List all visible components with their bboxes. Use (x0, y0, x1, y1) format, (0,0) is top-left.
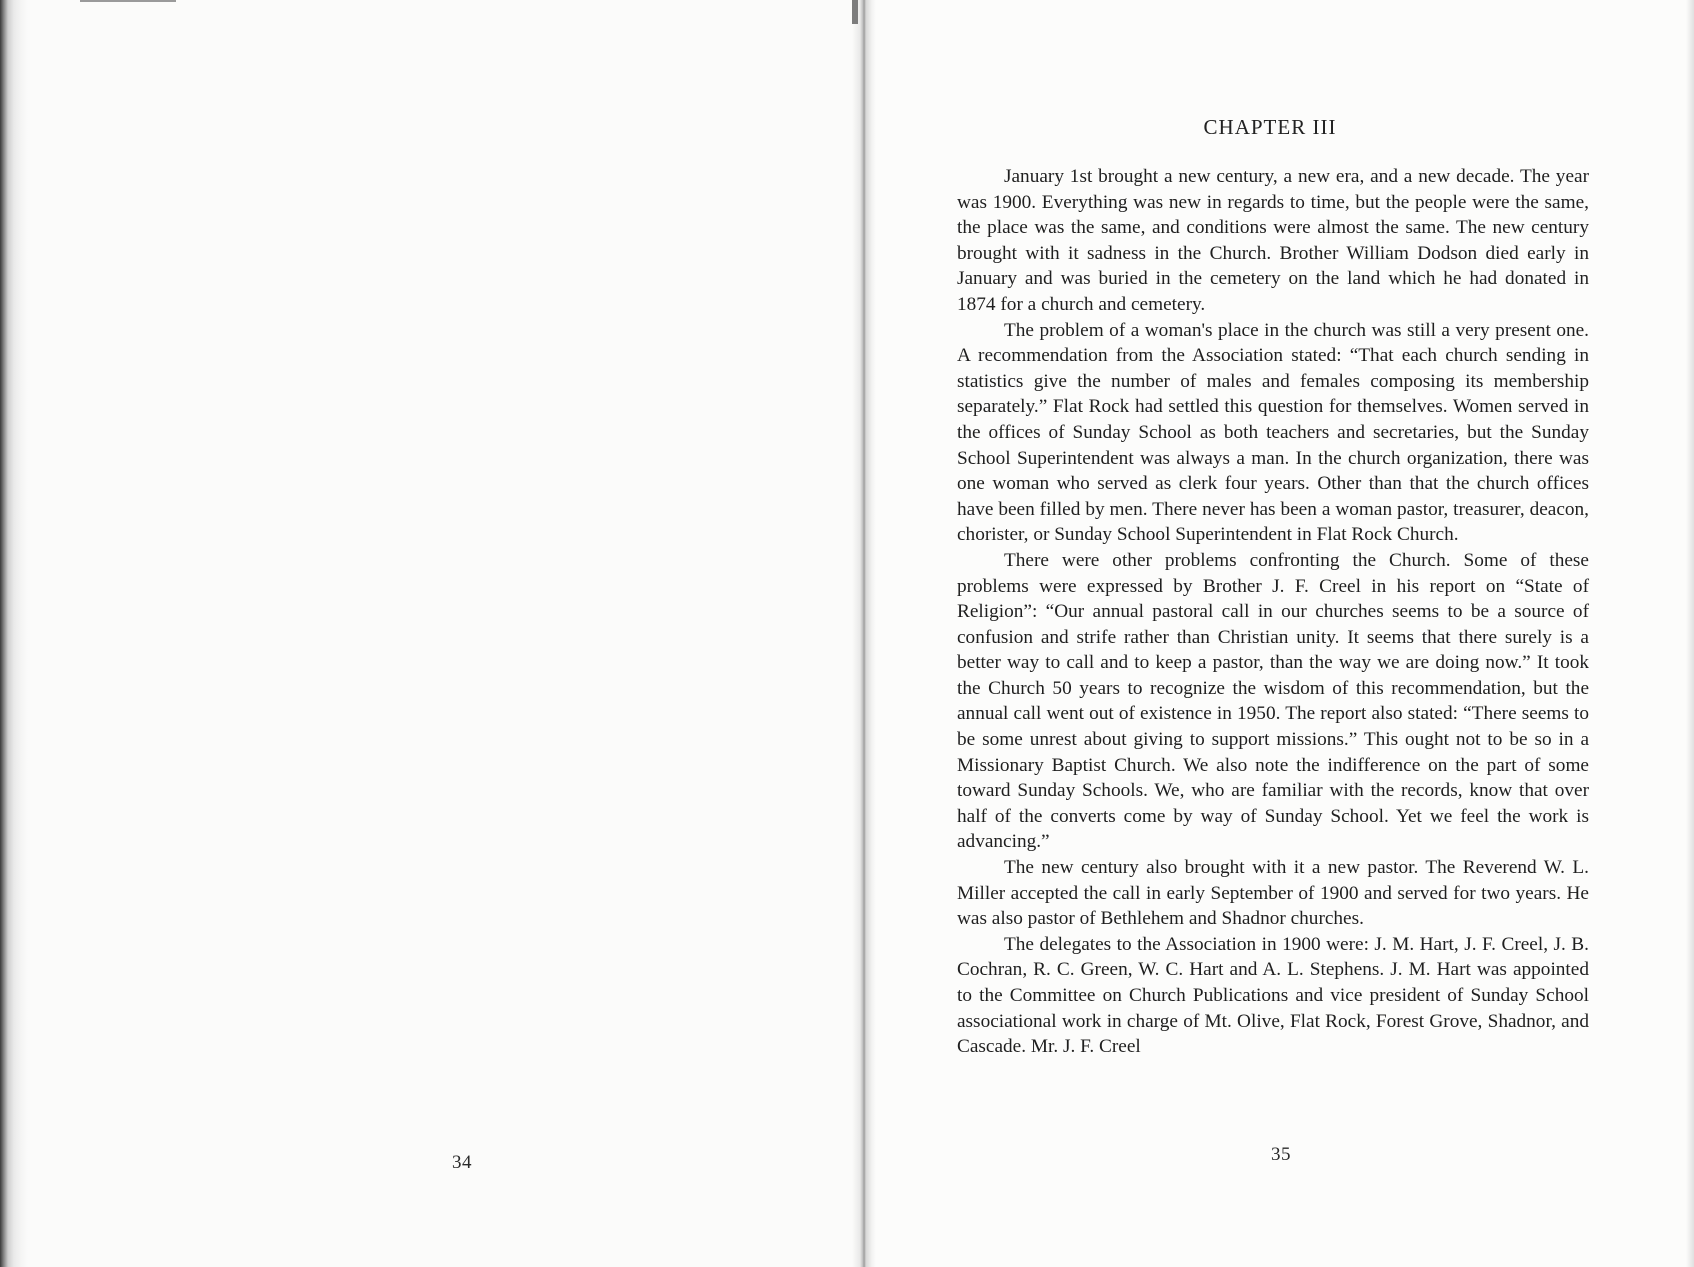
scan-artifact (852, 0, 858, 24)
page-edge (1686, 0, 1694, 1267)
paragraph: The problem of a woman's place in the church was still a very present one. A recommendation from the Association stated: “That each church sending in statistics give the number of males and females composing its membership separately.” Flat Rock had settled this question for themselves. Women served in the offices of Sunday School as both teachers and secretaries, but the Sunday School Superintendent was always a man. In the church organization, there was one woman who served as clerk four years. Other than that the church offices have been filled by men. There never has been a woman pastor, treasurer, deacon, chorister, or Sunday School Superintendent in Flat Rock Church. (957, 319, 1589, 546)
binding-edge (0, 0, 28, 1267)
body-text (957, 164, 1589, 1060)
page-number-left: 34 (452, 1152, 472, 1173)
paragraph: The delegates to the Association in 1900 were: J. M. Hart, J. F. Creel, J. B. Cochran, R. C. Green, W. C. Hart and A. L. Stephens. J. M. Hart was appointed to the Committee on Church Publications and vice president of Sunday School associational work in charge of Mt. Olive, Flat Rock, Forest Grove, Shadnor, and Cascade. Mr. J. F. Creel (957, 933, 1589, 1058)
paragraph: The new century also brought with it a new pastor. The Reverend W. L. Miller accepted the call in early September of 1900 and served for two years. He was also pastor of Bethlehem and Shadnor churches. (957, 857, 1589, 930)
chapter-title: CHAPTER III (1203, 115, 1337, 139)
page-number-right: 35 (1271, 1144, 1291, 1165)
scan-artifact (80, 0, 176, 2)
paragraph: January 1st brought a new century, a new era, and a new decade. The year was 1900. Everything was new in regards to time, but the people were the same, the place was the same, and conditions were almost the same. The new century brought with it sadness in the Church. Brother William Dodson died early in January and was buried in the cemetery on the land which he had donated in 1874 for a church and cemetery. (957, 166, 1589, 315)
paragraph: There were other problems confronting the Church. Some of these problems were expressed by Brother J. F. Creel in his report on “State of Religion”: “Our annual pastoral call in our churches seems to be a source of confusion and strife rather than Christian unity. It seems that there surely is a better way to call and to keep a pastor, than the way we are doing now.” It took the Church 50 years to recognize the wisdom of this recommendation, but the annual call went out of existence in 1950. The report also stated: “There seems to be some unrest about giving to support missions.” This ought not to be so in a Missionary Baptist Church. We also note the indifference on the part of some toward Sunday Schools. We, who are familiar with the records, know that over half of the converts come by way of Sunday School. Yet we feel the work is advancing.” (957, 549, 1589, 853)
book-gutter (852, 0, 876, 1267)
